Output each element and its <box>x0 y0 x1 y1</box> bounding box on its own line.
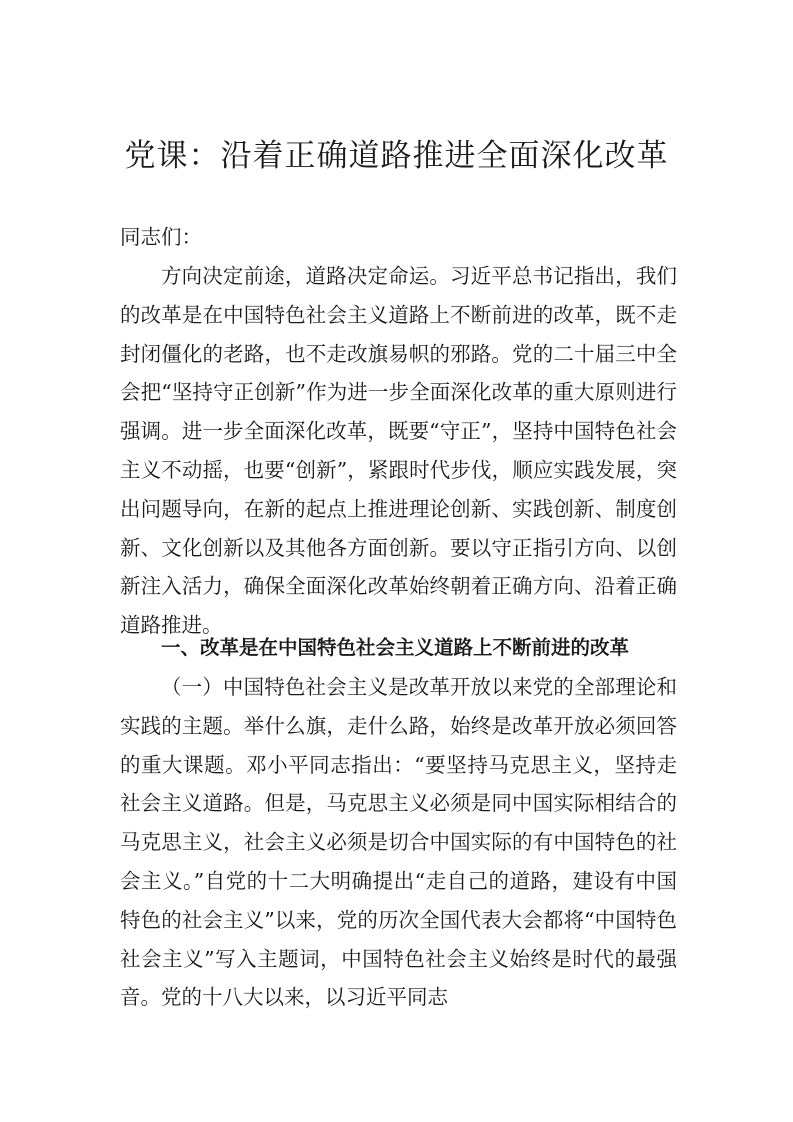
document-title: 党课：沿着正确道路推进全面深化改革 <box>124 138 669 174</box>
salutation: 同志们： <box>120 225 202 249</box>
section-heading-1: 一、改革是在中国特色社会主义道路上不断前进的改革 <box>161 636 630 659</box>
paragraph-section-1-1: （一）中国特色社会主义是改革开放以来党的全部理论和实践的主题。举什么旗，走什么路，始终是改革开放必须回答的重大课题。邓小平同志指出：“要坚持马克思主义，坚持走社会主义道路。但是，马克思主义必须是同中国实际相结合的马克思主义，社会主义必须是切合中国实际的有中国特色的社会主义。”自党的十二大明确提出“走自己的道路，建设有中国特色的社会主义”以来，党的历次全国代表大会都将“中国特色社会主义”写入主题词，中国特色社会主义始终是时代的最强音。党的十八大以来，以习近平同志 <box>120 675 677 1010</box>
paragraph-intro: 方向决定前途，道路决定命运。习近平总书记指出，我们的改革是在中国特色社会主义道路上不断前进的改革，既不走封闭僵化的老路，也不走改旗易帜的邪路。党的二十届三中全会把“坚持守正创新”作为进一步全面深化改革的重大原则进行强调。进一步全面深化改革，既要“守正”，坚持中国特色社会主义不动摇，也要“创新”，紧跟时代步伐，顺应实践发展，突出问题导向，在新的起点上推进理论创新、实践创新、制度创新、文化创新以及其他各方面创新。要以守正指引方向、以创新注入活力，确保全面深化改革始终朝着正确方向、沿着正确道路推进。 <box>120 264 677 638</box>
